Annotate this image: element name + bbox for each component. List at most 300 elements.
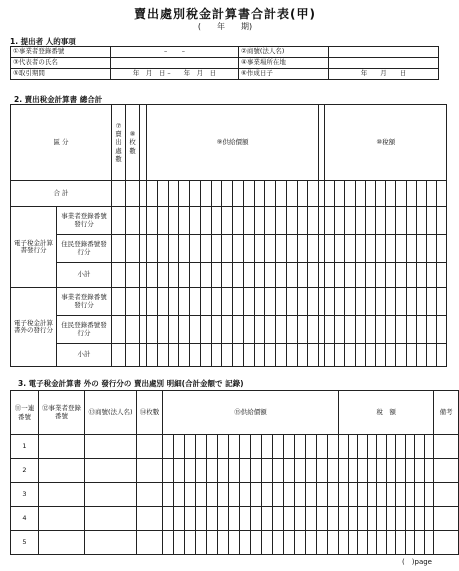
grid-cell[interactable] — [416, 316, 426, 344]
grid-cell[interactable] — [367, 483, 377, 507]
grid-cell[interactable] — [365, 207, 375, 235]
grid-cell[interactable] — [355, 263, 365, 288]
grid-cell[interactable] — [328, 531, 339, 555]
grid-cell[interactable] — [254, 235, 265, 263]
grid-cell[interactable] — [377, 507, 387, 531]
grid-cell[interactable] — [254, 316, 265, 344]
grid-cell[interactable] — [365, 263, 375, 288]
grid-cell[interactable] — [386, 531, 396, 555]
grid-cell[interactable] — [200, 288, 211, 316]
grid-cell[interactable] — [137, 435, 163, 459]
grid-cell[interactable] — [163, 483, 174, 507]
grid-cell[interactable] — [386, 316, 396, 344]
grid-cell[interactable] — [243, 288, 254, 316]
grid-cell[interactable] — [218, 507, 229, 531]
grid-cell[interactable] — [405, 483, 415, 507]
grid-cell[interactable] — [147, 288, 158, 316]
grid-cell[interactable] — [376, 181, 386, 207]
grid-cell[interactable] — [396, 507, 406, 531]
grid-cell[interactable] — [396, 435, 406, 459]
grid-cell[interactable] — [345, 235, 355, 263]
grid-cell[interactable] — [190, 181, 201, 207]
grid-cell[interactable] — [406, 288, 416, 316]
grid-cell[interactable] — [286, 344, 297, 367]
grid-cell[interactable] — [163, 459, 174, 483]
grid-cell[interactable] — [140, 288, 147, 316]
grid-cell[interactable] — [325, 207, 335, 235]
grid-cell[interactable] — [254, 263, 265, 288]
grid-cell[interactable] — [262, 435, 273, 459]
grid-cell[interactable] — [339, 531, 349, 555]
grid-cell[interactable] — [415, 507, 425, 531]
grid-cell[interactable] — [243, 316, 254, 344]
grid-cell[interactable] — [233, 344, 244, 367]
grid-cell[interactable] — [406, 344, 416, 367]
grid-cell[interactable] — [284, 483, 295, 507]
grid-cell[interactable] — [434, 459, 459, 483]
grid-cell[interactable] — [415, 435, 425, 459]
grid-cell[interactable] — [286, 181, 297, 207]
grid-cell[interactable] — [190, 235, 201, 263]
reg-no-field[interactable]: – – — [111, 47, 239, 58]
grid-cell[interactable] — [437, 207, 447, 235]
grid-cell[interactable] — [126, 344, 140, 367]
grid-cell[interactable] — [200, 207, 211, 235]
grid-cell[interactable] — [434, 531, 459, 555]
grid-cell[interactable] — [406, 263, 416, 288]
grid-cell[interactable] — [126, 288, 140, 316]
grid-cell[interactable] — [211, 235, 222, 263]
grid-cell[interactable] — [211, 181, 222, 207]
grid-cell[interactable] — [335, 235, 345, 263]
grid-cell[interactable] — [426, 207, 436, 235]
grid-cell[interactable] — [85, 459, 137, 483]
grid-cell[interactable] — [140, 263, 147, 288]
grid-cell[interactable] — [163, 507, 174, 531]
grid-cell[interactable] — [185, 435, 196, 459]
grid-cell[interactable] — [376, 207, 386, 235]
grid-cell[interactable] — [174, 459, 185, 483]
grid-cell[interactable] — [396, 344, 406, 367]
grid-cell[interactable] — [211, 344, 222, 367]
grid-cell[interactable] — [376, 263, 386, 288]
grid-cell[interactable] — [297, 344, 308, 367]
grid-cell[interactable] — [218, 531, 229, 555]
grid-cell[interactable] — [190, 288, 201, 316]
grid-cell[interactable] — [328, 459, 339, 483]
grid-cell[interactable] — [243, 181, 254, 207]
grid-cell[interactable] — [376, 235, 386, 263]
grid-cell[interactable] — [147, 235, 158, 263]
grid-cell[interactable] — [200, 181, 211, 207]
grid-cell[interactable] — [415, 459, 425, 483]
grid-cell[interactable] — [179, 344, 190, 367]
grid-cell[interactable] — [157, 207, 168, 235]
grid-cell[interactable] — [345, 344, 355, 367]
grid-cell[interactable] — [297, 288, 308, 316]
grid-cell[interactable] — [358, 483, 368, 507]
grid-cell[interactable] — [339, 483, 349, 507]
grid-cell[interactable] — [179, 207, 190, 235]
grid-cell[interactable] — [437, 235, 447, 263]
grid-cell[interactable] — [218, 483, 229, 507]
grid-cell[interactable] — [345, 288, 355, 316]
grid-cell[interactable] — [243, 263, 254, 288]
grid-cell[interactable] — [168, 207, 179, 235]
grid-cell[interactable] — [265, 235, 276, 263]
grid-cell[interactable] — [207, 531, 218, 555]
grid-cell[interactable] — [207, 483, 218, 507]
grid-cell[interactable] — [416, 235, 426, 263]
grid-cell[interactable] — [196, 531, 207, 555]
address-field[interactable] — [329, 58, 439, 69]
grid-cell[interactable] — [233, 288, 244, 316]
grid-cell[interactable] — [415, 483, 425, 507]
grid-cell[interactable] — [396, 316, 406, 344]
grid-cell[interactable] — [405, 459, 415, 483]
grid-cell[interactable] — [284, 435, 295, 459]
grid-cell[interactable] — [229, 483, 240, 507]
grid-cell[interactable] — [147, 181, 158, 207]
grid-cell[interactable] — [306, 459, 317, 483]
grid-cell[interactable] — [396, 207, 406, 235]
grid-cell[interactable] — [405, 507, 415, 531]
grid-cell[interactable] — [386, 288, 396, 316]
grid-cell[interactable] — [262, 459, 273, 483]
grid-cell[interactable] — [295, 483, 306, 507]
grid-cell[interactable] — [434, 507, 459, 531]
grid-cell[interactable] — [200, 235, 211, 263]
grid-cell[interactable] — [265, 207, 276, 235]
grid-cell[interactable] — [328, 507, 339, 531]
grid-cell[interactable] — [229, 507, 240, 531]
grid-cell[interactable] — [240, 531, 251, 555]
grid-cell[interactable] — [254, 344, 265, 367]
rep-name-field[interactable] — [111, 58, 239, 69]
grid-cell[interactable] — [348, 459, 358, 483]
grid-cell[interactable] — [308, 316, 319, 344]
grid-cell[interactable] — [416, 263, 426, 288]
grid-cell[interactable] — [265, 316, 276, 344]
grid-cell[interactable] — [140, 344, 147, 367]
grid-cell[interactable] — [426, 181, 436, 207]
grid-cell[interactable] — [251, 435, 262, 459]
grid-cell[interactable] — [345, 181, 355, 207]
grid-cell[interactable] — [265, 288, 276, 316]
grid-cell[interactable] — [200, 344, 211, 367]
grid-cell[interactable] — [426, 344, 436, 367]
grid-cell[interactable] — [367, 459, 377, 483]
grid-cell[interactable] — [147, 207, 158, 235]
grid-cell[interactable] — [437, 288, 447, 316]
grid-cell[interactable] — [276, 288, 287, 316]
grid-cell[interactable] — [196, 507, 207, 531]
grid-cell[interactable] — [157, 263, 168, 288]
grid-cell[interactable] — [306, 435, 317, 459]
grid-cell[interactable] — [233, 207, 244, 235]
grid-cell[interactable] — [424, 531, 434, 555]
grid-cell[interactable] — [276, 344, 287, 367]
grid-cell[interactable] — [348, 435, 358, 459]
grid-cell[interactable] — [328, 483, 339, 507]
grid-cell[interactable] — [306, 531, 317, 555]
grid-cell[interactable] — [240, 507, 251, 531]
grid-cell[interactable] — [297, 181, 308, 207]
grid-cell[interactable] — [416, 181, 426, 207]
grid-cell[interactable] — [251, 507, 262, 531]
grid-cell[interactable] — [157, 235, 168, 263]
grid-cell[interactable] — [140, 207, 147, 235]
grid-cell[interactable] — [196, 435, 207, 459]
grid-cell[interactable] — [137, 483, 163, 507]
grid-cell[interactable] — [339, 435, 349, 459]
grid-cell[interactable] — [168, 181, 179, 207]
grid-cell[interactable] — [174, 507, 185, 531]
grid-cell[interactable] — [437, 344, 447, 367]
grid-cell[interactable] — [396, 459, 406, 483]
grid-cell[interactable] — [85, 531, 137, 555]
grid-cell[interactable] — [396, 263, 406, 288]
grid-cell[interactable] — [416, 344, 426, 367]
grid-cell[interactable] — [222, 263, 233, 288]
grid-cell[interactable] — [284, 531, 295, 555]
grid-cell[interactable] — [306, 507, 317, 531]
grid-cell[interactable] — [406, 207, 416, 235]
grid-cell[interactable] — [137, 531, 163, 555]
grid-cell[interactable] — [112, 207, 126, 235]
grid-cell[interactable] — [406, 235, 416, 263]
grid-cell[interactable] — [377, 483, 387, 507]
grid-cell[interactable] — [335, 316, 345, 344]
grid-cell[interactable] — [211, 263, 222, 288]
grid-cell[interactable] — [273, 459, 284, 483]
grid-cell[interactable] — [222, 344, 233, 367]
grid-cell[interactable] — [365, 181, 375, 207]
grid-cell[interactable] — [243, 235, 254, 263]
grid-cell[interactable] — [355, 316, 365, 344]
grid-cell[interactable] — [295, 507, 306, 531]
trade-name-field[interactable] — [329, 47, 439, 58]
grid-cell[interactable] — [406, 316, 416, 344]
grid-cell[interactable] — [345, 316, 355, 344]
grid-cell[interactable] — [39, 507, 85, 531]
grid-cell[interactable] — [386, 263, 396, 288]
grid-cell[interactable] — [85, 483, 137, 507]
grid-cell[interactable] — [126, 207, 140, 235]
grid-cell[interactable] — [137, 459, 163, 483]
grid-cell[interactable] — [377, 435, 387, 459]
grid-cell[interactable] — [254, 181, 265, 207]
grid-cell[interactable] — [325, 235, 335, 263]
grid-cell[interactable] — [396, 483, 406, 507]
grid-cell[interactable] — [126, 263, 140, 288]
grid-cell[interactable] — [222, 181, 233, 207]
grid-cell[interactable] — [386, 181, 396, 207]
grid-cell[interactable] — [168, 263, 179, 288]
grid-cell[interactable] — [185, 531, 196, 555]
grid-cell[interactable] — [207, 459, 218, 483]
grid-cell[interactable] — [295, 531, 306, 555]
grid-cell[interactable] — [190, 263, 201, 288]
grid-cell[interactable] — [437, 263, 447, 288]
grid-cell[interactable] — [174, 483, 185, 507]
grid-cell[interactable] — [174, 435, 185, 459]
grid-cell[interactable] — [286, 288, 297, 316]
grid-cell[interactable] — [229, 435, 240, 459]
grid-cell[interactable] — [297, 207, 308, 235]
grid-cell[interactable] — [328, 435, 339, 459]
grid-cell[interactable] — [386, 235, 396, 263]
grid-cell[interactable] — [179, 288, 190, 316]
grid-cell[interactable] — [286, 207, 297, 235]
grid-cell[interactable] — [365, 235, 375, 263]
grid-cell[interactable] — [317, 507, 328, 531]
grid-cell[interactable] — [163, 531, 174, 555]
grid-cell[interactable] — [405, 435, 415, 459]
grid-cell[interactable] — [424, 459, 434, 483]
grid-cell[interactable] — [140, 316, 147, 344]
grid-cell[interactable] — [140, 235, 147, 263]
grid-cell[interactable] — [276, 181, 287, 207]
grid-cell[interactable] — [386, 483, 396, 507]
grid-cell[interactable] — [286, 316, 297, 344]
grid-cell[interactable] — [284, 459, 295, 483]
grid-cell[interactable] — [426, 235, 436, 263]
grid-cell[interactable] — [295, 459, 306, 483]
grid-cell[interactable] — [200, 316, 211, 344]
grid-cell[interactable] — [355, 288, 365, 316]
grid-cell[interactable] — [306, 483, 317, 507]
grid-cell[interactable] — [358, 435, 368, 459]
grid-cell[interactable] — [243, 344, 254, 367]
grid-cell[interactable] — [365, 288, 375, 316]
grid-cell[interactable] — [39, 531, 85, 555]
grid-cell[interactable] — [190, 344, 201, 367]
grid-cell[interactable] — [147, 316, 158, 344]
grid-cell[interactable] — [163, 435, 174, 459]
grid-cell[interactable] — [345, 263, 355, 288]
grid-cell[interactable] — [325, 263, 335, 288]
grid-cell[interactable] — [335, 181, 345, 207]
grid-cell[interactable] — [386, 507, 396, 531]
grid-cell[interactable] — [358, 507, 368, 531]
grid-cell[interactable] — [190, 316, 201, 344]
grid-cell[interactable] — [367, 435, 377, 459]
grid-cell[interactable] — [273, 483, 284, 507]
grid-cell[interactable] — [355, 344, 365, 367]
grid-cell[interactable] — [273, 531, 284, 555]
grid-cell[interactable] — [339, 459, 349, 483]
grid-cell[interactable] — [308, 235, 319, 263]
grid-cell[interactable] — [251, 483, 262, 507]
grid-cell[interactable] — [112, 263, 126, 288]
grid-cell[interactable] — [376, 288, 386, 316]
grid-cell[interactable] — [424, 507, 434, 531]
grid-cell[interactable] — [325, 344, 335, 367]
grid-cell[interactable] — [367, 507, 377, 531]
grid-cell[interactable] — [126, 181, 140, 207]
grid-cell[interactable] — [406, 181, 416, 207]
grid-cell[interactable] — [157, 316, 168, 344]
grid-cell[interactable] — [157, 288, 168, 316]
grid-cell[interactable] — [112, 181, 126, 207]
grid-cell[interactable] — [365, 344, 375, 367]
grid-cell[interactable] — [426, 288, 436, 316]
grid-cell[interactable] — [355, 181, 365, 207]
grid-cell[interactable] — [185, 459, 196, 483]
grid-cell[interactable] — [424, 435, 434, 459]
grid-cell[interactable] — [265, 263, 276, 288]
grid-cell[interactable] — [396, 235, 406, 263]
grid-cell[interactable] — [376, 316, 386, 344]
grid-cell[interactable] — [276, 316, 287, 344]
grid-cell[interactable] — [262, 483, 273, 507]
date-field[interactable]: 年 月 日 — [329, 69, 439, 80]
grid-cell[interactable] — [416, 288, 426, 316]
grid-cell[interactable] — [211, 288, 222, 316]
grid-cell[interactable] — [196, 459, 207, 483]
grid-cell[interactable] — [437, 181, 447, 207]
grid-cell[interactable] — [254, 207, 265, 235]
grid-cell[interactable] — [308, 263, 319, 288]
grid-cell[interactable] — [386, 459, 396, 483]
grid-cell[interactable] — [386, 344, 396, 367]
grid-cell[interactable] — [434, 435, 459, 459]
grid-cell[interactable] — [140, 181, 147, 207]
grid-cell[interactable] — [396, 531, 406, 555]
grid-cell[interactable] — [348, 507, 358, 531]
grid-cell[interactable] — [426, 263, 436, 288]
grid-cell[interactable] — [211, 207, 222, 235]
grid-cell[interactable] — [317, 435, 328, 459]
grid-cell[interactable] — [200, 263, 211, 288]
grid-cell[interactable] — [262, 507, 273, 531]
grid-cell[interactable] — [297, 235, 308, 263]
grid-cell[interactable] — [284, 507, 295, 531]
grid-cell[interactable] — [147, 344, 158, 367]
grid-cell[interactable] — [396, 288, 406, 316]
grid-cell[interactable] — [308, 344, 319, 367]
grid-cell[interactable] — [416, 207, 426, 235]
grid-cell[interactable] — [308, 288, 319, 316]
grid-cell[interactable] — [317, 459, 328, 483]
grid-cell[interactable] — [325, 316, 335, 344]
grid-cell[interactable] — [179, 263, 190, 288]
grid-cell[interactable] — [262, 531, 273, 555]
grid-cell[interactable] — [308, 207, 319, 235]
grid-cell[interactable] — [233, 181, 244, 207]
grid-cell[interactable] — [276, 263, 287, 288]
grid-cell[interactable] — [240, 483, 251, 507]
grid-cell[interactable] — [251, 531, 262, 555]
grid-cell[interactable] — [345, 207, 355, 235]
grid-cell[interactable] — [174, 531, 185, 555]
grid-cell[interactable] — [265, 181, 276, 207]
grid-cell[interactable] — [276, 235, 287, 263]
grid-cell[interactable] — [295, 435, 306, 459]
grid-cell[interactable] — [157, 181, 168, 207]
grid-cell[interactable] — [126, 316, 140, 344]
grid-cell[interactable] — [185, 483, 196, 507]
grid-cell[interactable] — [386, 207, 396, 235]
grid-cell[interactable] — [286, 263, 297, 288]
grid-cell[interactable] — [179, 235, 190, 263]
grid-cell[interactable] — [276, 207, 287, 235]
grid-cell[interactable] — [85, 435, 137, 459]
grid-cell[interactable] — [112, 288, 126, 316]
grid-cell[interactable] — [358, 459, 368, 483]
grid-cell[interactable] — [39, 435, 85, 459]
